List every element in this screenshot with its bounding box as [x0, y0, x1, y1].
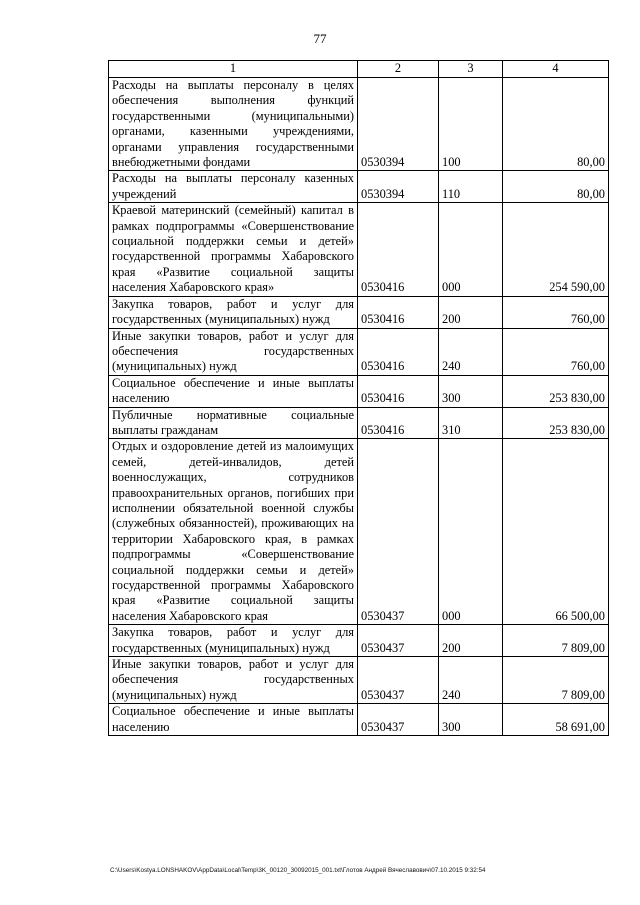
row-sum: 66 500,00 [503, 439, 609, 625]
table-row [109, 704, 609, 736]
row-name: Закупка товаров, работ и услуг для государственных (муниципальных) нужд [109, 296, 358, 328]
row-code: 0530437 [358, 657, 439, 704]
row-code: 0530394 [358, 171, 439, 203]
table-row [109, 439, 609, 625]
column-header-1: 1 [109, 61, 358, 78]
row-code: 0530416 [358, 407, 439, 439]
column-header-3: 3 [439, 61, 503, 78]
row-name: Закупка товаров, работ и услуг для государственных (муниципальных) нужд [109, 625, 358, 657]
table-row [109, 375, 609, 407]
row-sum: 253 830,00 [503, 375, 609, 407]
row-name: Публичные нормативные социальные выплаты гражданам [109, 407, 358, 439]
row-type: 110 [439, 171, 503, 203]
row-sum: 760,00 [503, 296, 609, 328]
row-type: 240 [439, 328, 503, 375]
row-type: 300 [439, 375, 503, 407]
table-row [109, 78, 609, 171]
row-code: 0530416 [358, 328, 439, 375]
row-code: 0530437 [358, 625, 439, 657]
row-sum: 760,00 [503, 328, 609, 375]
page-number: 77 [313, 31, 327, 46]
row-type: 000 [439, 203, 503, 296]
table-row [109, 625, 609, 657]
row-sum: 80,00 [503, 78, 609, 171]
row-type: 200 [439, 625, 503, 657]
table-row [109, 203, 609, 296]
row-code: 0530416 [358, 203, 439, 296]
row-sum: 58 691,00 [503, 704, 609, 736]
row-sum: 254 590,00 [503, 203, 609, 296]
table-row [109, 407, 609, 439]
row-type: 240 [439, 657, 503, 704]
row-type: 300 [439, 704, 503, 736]
row-sum: 7 809,00 [503, 657, 609, 704]
row-name: Иные закупки товаров, работ и услуг для обеспечения государственных (муниципальных) нужд [109, 328, 358, 375]
row-name: Иные закупки товаров, работ и услуг для обеспечения государственных (муниципальных) нужд [109, 657, 358, 704]
column-header-4: 4 [503, 61, 609, 78]
row-code: 0530394 [358, 78, 439, 171]
row-code: 0530416 [358, 375, 439, 407]
table-row [109, 296, 609, 328]
row-name: Расходы на выплаты персоналу в целях обеспечения выполнения функций государственными (муниципальными) органами, казенными учреждениями, органами управления государственными внебюджетными фондами [109, 78, 358, 171]
row-name: Краевой материнский (семейный) капитал в рамках подпрограммы «Совершенствование социальной поддержки семьи и детей» государственной программы Хабаровского края «Развитие социальной защиты населения Хабаровского края» [109, 203, 358, 296]
row-name: Социальное обеспечение и иные выплаты населению [109, 704, 358, 736]
row-sum: 253 830,00 [503, 407, 609, 439]
budget-table [108, 60, 609, 736]
row-code: 0530437 [358, 439, 439, 625]
header-row [109, 61, 609, 78]
row-type: 200 [439, 296, 503, 328]
file-path-footer: C:\Users\Kostya.LONSHAKOV\AppData\Local\Temp\3K_00120_30092015_001.txt\Глотов Андрей Вячеславович\07.10.2015 9:32:54 [110, 867, 486, 874]
row-sum: 7 809,00 [503, 625, 609, 657]
row-type: 310 [439, 407, 503, 439]
row-code: 0530416 [358, 296, 439, 328]
row-name: Отдых и оздоровление детей из малоимущих семей, детей-инвалидов, детей военнослужащих, сотрудников правоохранительных органов, погибших при исполнении обязательной военной службы (служебных обязанностей), проживающих на территории Хабаровского края, в рамках подпрограммы «Совершенствование социальной поддержки семьи и детей» государственной программы Хабаровского края «Развитие социальной защиты населения Хабаровского края [109, 439, 358, 625]
column-header-2: 2 [358, 61, 439, 78]
table-row [109, 328, 609, 375]
row-name: Социальное обеспечение и иные выплаты населению [109, 375, 358, 407]
row-sum: 80,00 [503, 171, 609, 203]
row-code: 0530437 [358, 704, 439, 736]
row-type: 100 [439, 78, 503, 171]
row-name: Расходы на выплаты персоналу казенных учреждений [109, 171, 358, 203]
table-row [109, 171, 609, 203]
table-row [109, 657, 609, 704]
row-type: 000 [439, 439, 503, 625]
